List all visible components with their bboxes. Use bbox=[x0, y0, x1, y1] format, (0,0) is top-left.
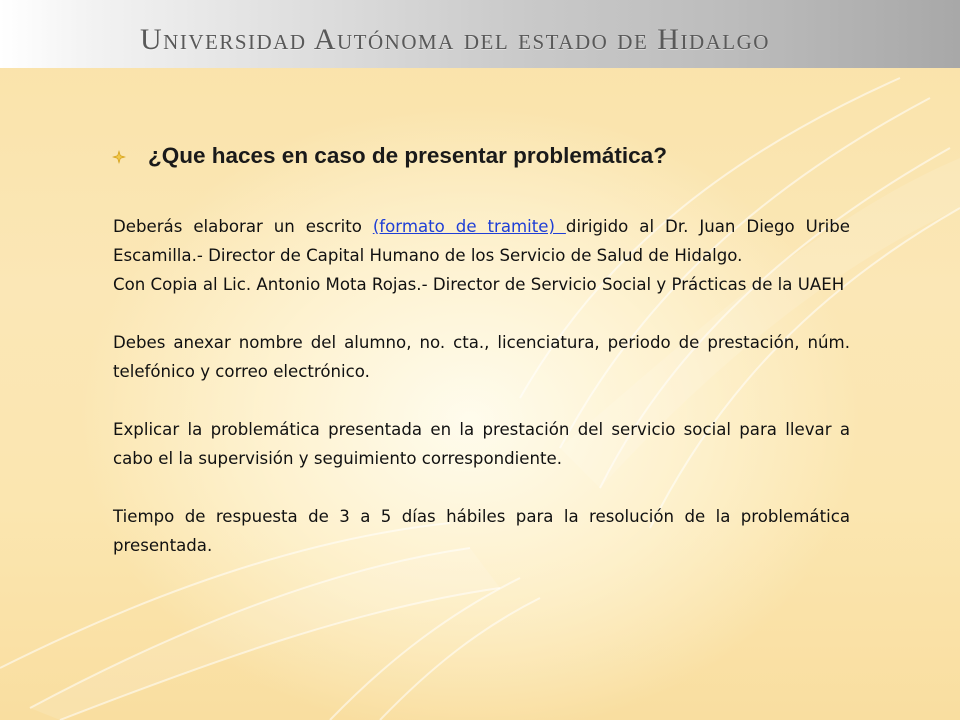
paragraph-anexar: Debes anexar nombre del alumno, no. cta., licenciatura, periodo de prestación, núm. telefónico y correo electrónico. bbox=[113, 333, 850, 381]
header-bar bbox=[0, 0, 960, 68]
diamond-bullet-icon bbox=[112, 150, 126, 164]
paragraph-escrito-intro: Deberás elaborar un escrito bbox=[113, 217, 373, 236]
paragraph-tiempo: Tiempo de respuesta de 3 a 5 días hábiles para la resolución de la problemática presentada. bbox=[113, 507, 850, 555]
section-heading bbox=[112, 143, 872, 169]
paragraph-copia: Con Copia al Lic. Antonio Mota Rojas.- Director de Servicio Social y Prácticas de la UAEH bbox=[113, 275, 845, 294]
paragraph-explicar: Explicar la problemática presentada en la prestación del servicio social para llevar a cabo el la supervisión y seguimiento correspondiente. bbox=[113, 420, 850, 468]
paragraph-escrito bbox=[113, 212, 850, 270]
heading-text: ¿Que haces en caso de presentar problemática? bbox=[148, 143, 667, 168]
body-content bbox=[113, 212, 850, 560]
paragraph-escrito-rest: dirigido al Dr. Juan Diego Uribe Escamilla.- Director de Capital Humano de los Servicio de Salud de Hidalgo. bbox=[113, 217, 850, 265]
university-title: Universidad Autónoma del estado de Hidalgo bbox=[140, 23, 770, 56]
formato-tramite-link[interactable]: (formato de tramite) bbox=[372, 217, 566, 236]
